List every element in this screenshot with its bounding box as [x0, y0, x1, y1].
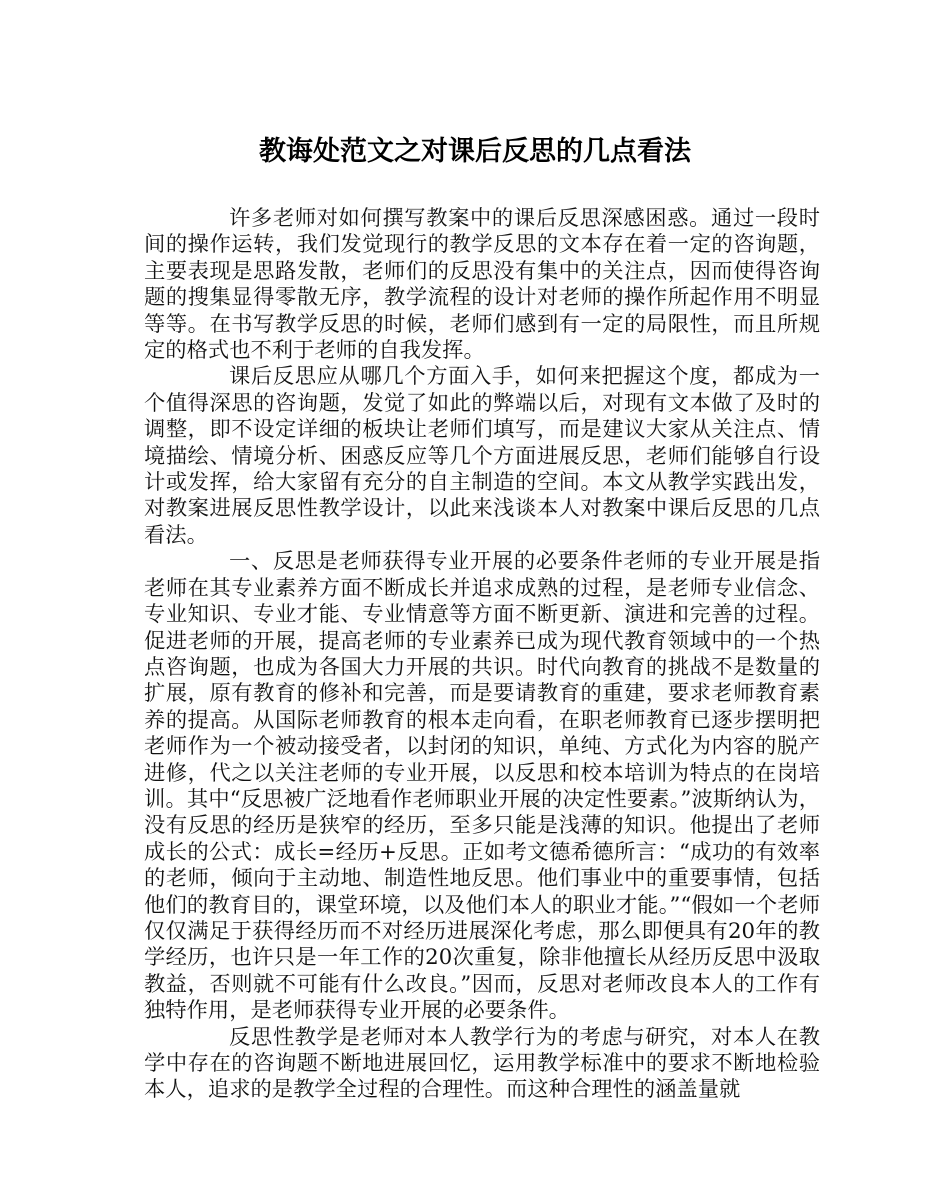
paragraph: 许多老师对如何撰写教案中的课后反思深感困惑。通过一段时间的操作运转，我们发觉现行的教学反思的文本存在着一定的咨询题，主要表现是思路发散，老师们的反思没有集中的关注点，因而使得咨询题的搜集显得零散无序，教学流程的设计对老师的操作所起作用不明显等等。在书写教学反思的时候，老师们感到有一定的局限性，而且所规定的格式也不利于老师的自我发挥。 — [144, 206, 820, 364]
paragraph: 反思性教学是老师对本人教学行为的考虑与研究，对本人在教学中存在的咨询题不断地进展回忆，运用教学标准中的要求不断地检验本人，追求的是教学全过程的合理性。而这种合理性的涵盖量就 — [144, 1024, 820, 1103]
paragraph: 课后反思应从哪几个方面入手，如何来把握这个度，都成为一个值得深思的咨询题，发觉了如此的弊端以后，对现有文本做了及时的调整，即不设定详细的板块让老师们填写，而是建议大家从关注点、情境描绘、情境分析、困惑反应等几个方面进展反思，老师们能够自行设计或发挥，给大家留有充分的自主制造的空间。本文从教学实践出发，对教案进展反思性教学设计，以此来浅谈本人对教案中课后反思的几点看法。 — [144, 364, 820, 548]
document-title: 教诲处范文之对课后反思的几点看法 — [259, 136, 691, 167]
paragraph: 一、反思是老师获得专业开展的必要条件老师的专业开展是指老师在其专业素养方面不断成长并追求成熟的过程，是老师专业信念、专业知识、专业才能、专业情意等方面不断更新、演进和完善的过程。促进老师的开展，提高老师的专业素养已成为现代教育领域中的一个热点咨询题，也成为各国大力开展的共识。时代向教育的挑战不是数量的扩展，原有教育的修补和完善，而是要请教育的重建，要求老师教育素养的提高。从国际老师教育的根本走向看，在职老师教育已逐步摆明把老师作为一个被动接受者，以封闭的知识，单纯、方式化为内容的脱产进修，代之以关注老师的专业开展，以反思和校本培训为特点的在岗培训。其中“反思被广泛地看作老师职业开展的决定性要素。”波斯纳认为，没有反思的经历是狭窄的经历，至多只能是浅薄的知识。他提出了老师成长的公式：成长=经历+反思。正如考文德希德所言：“成功的有效率的老师，倾向于主动地、制造性地反思。他们事业中的重要事情，包括他们的教育目的，课堂环境，以及他们本人的职业才能。”“假如一个老师仅仅满足于获得经历而不对经历进展深化考虑，那么即便具有20年的教学经历，也许只是一年工作的20次重复，除非他擅长从经历反思中汲取教益，否则就不可能有什么改良。”因而，反思对老师改良本人的工作有独特作用，是老师获得专业开展的必要条件。 — [144, 549, 820, 1024]
document-body — [144, 206, 820, 1104]
